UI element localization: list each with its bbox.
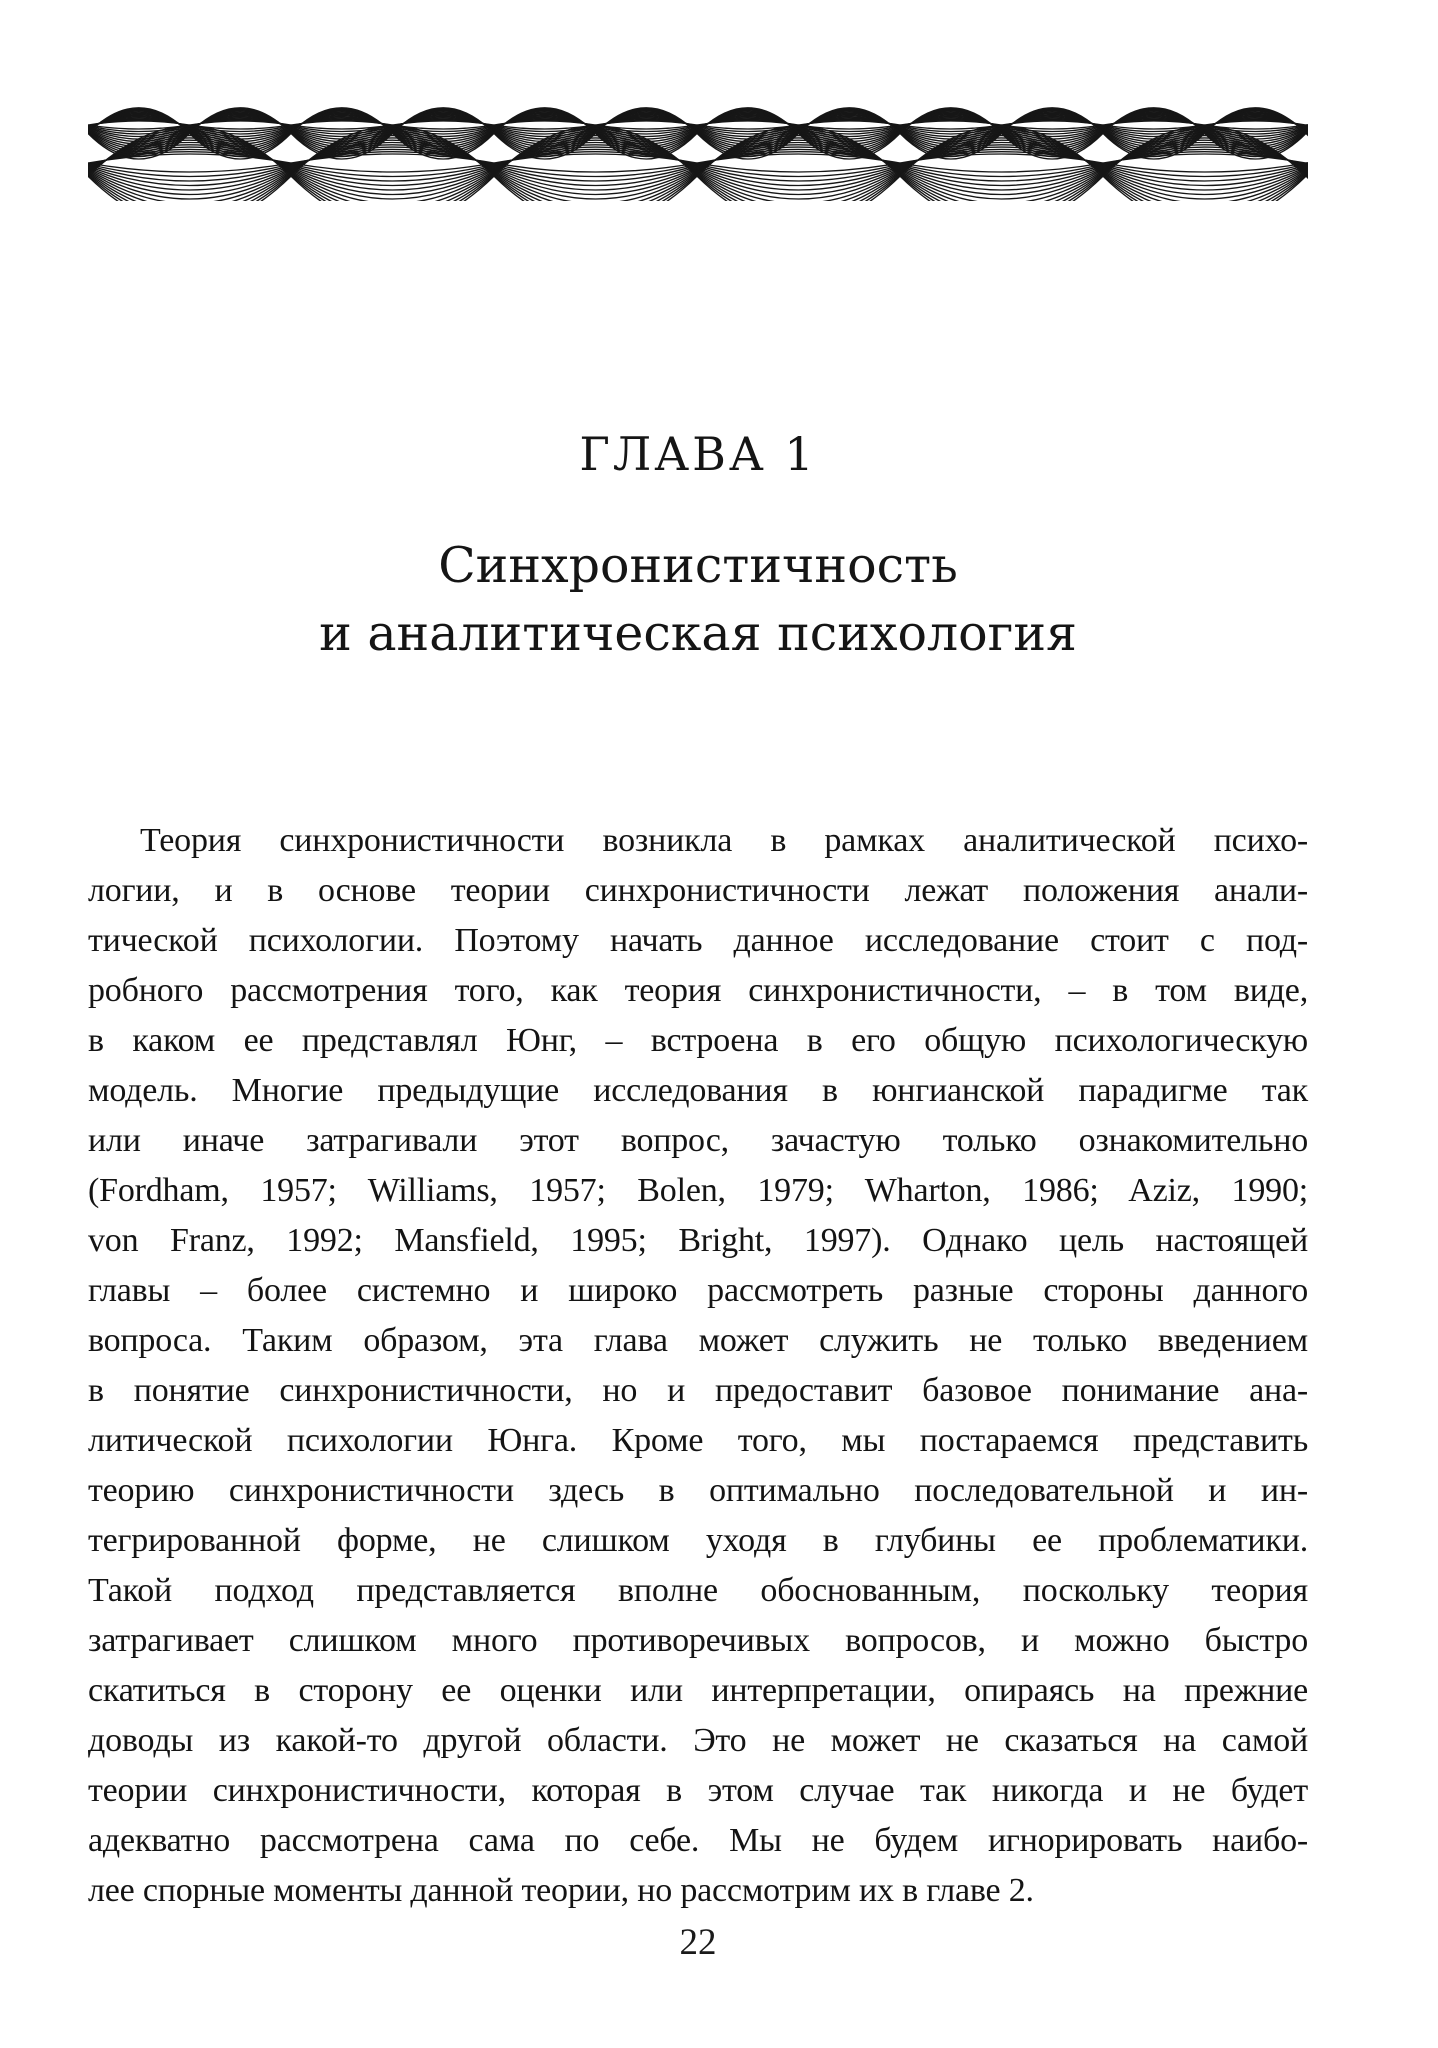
body-line: литической психологии Юнга. Кроме того, мы постараемся представить [88, 1422, 1308, 1459]
body-line: робного рассмотрения того, как теория синхронистичности, – в том виде, [88, 972, 1308, 1009]
body-line: Такой подход представляется вполне обоснованным, поскольку теория [88, 1572, 1308, 1609]
chapter-kicker: ГЛАВА 1 [579, 427, 817, 481]
chapter-title [88, 532, 1308, 668]
body-line: в понятие синхронистичности, но и предоставит базовое понимание ана- [88, 1372, 1308, 1409]
body-line: тической психологии. Поэтому начать данное исследование стоит с под- [88, 922, 1308, 959]
body-line: вопроса. Таким образом, эта глава может служить не только введением [88, 1322, 1308, 1359]
page-number: 22 [679, 1922, 717, 1963]
body-line: доводы из какой-то другой области. Это не может не сказаться на самой [88, 1722, 1308, 1759]
chapter-title-line-2: и аналитическая психология [319, 605, 1077, 662]
guilloche-wave-ornament [88, 95, 1308, 201]
body-line: лее спорные моменты данной теории, но рассмотрим их в главе 2. [88, 1872, 1034, 1909]
body-line: (Fordham, 1957; Williams, 1957; Bolen, 1979; Wharton, 1986; Aziz, 1990; [88, 1172, 1308, 1209]
chapter-ornament [88, 95, 1308, 201]
body-line: тегрированной форме, не слишком уходя в глубины ее проблематики. [88, 1522, 1308, 1559]
body-paragraph [88, 816, 1308, 1916]
body-line: или иначе затрагивали этот вопрос, зачастую только ознакомительно [88, 1122, 1308, 1159]
body-line: затрагивает слишком много противоречивых вопросов, и можно быстро [88, 1622, 1308, 1659]
body-line: Теория синхронистичности возникла в рамках аналитической психо- [140, 822, 1308, 859]
body-line: логии, и в основе теории синхронистичности лежат положения анали- [88, 872, 1308, 909]
body-line: адекватно рассмотрена сама по себе. Мы не будем игнорировать наибо- [88, 1822, 1308, 1859]
body-line: von Franz, 1992; Mansfield, 1995; Bright, 1997). Однако цель настоящей [88, 1222, 1308, 1259]
chapter-title-line-1: Синхронистичность [438, 537, 958, 594]
body-line: теорию синхронистичности здесь в оптимально последовательной и ин- [88, 1472, 1308, 1509]
body-line: скатиться в сторону ее оценки или интерпретации, опираясь на прежние [88, 1672, 1308, 1709]
body-line: модель. Многие предыдущие исследования в юнгианской парадигме так [88, 1072, 1308, 1109]
body-line: теории синхронистичности, которая в этом случае так никогда и не будет [88, 1772, 1308, 1809]
body-line: главы – более системно и широко рассмотреть разные стороны данного [88, 1272, 1308, 1309]
body-line: в каком ее представлял Юнг, – встроена в его общую психологическую [88, 1022, 1308, 1059]
